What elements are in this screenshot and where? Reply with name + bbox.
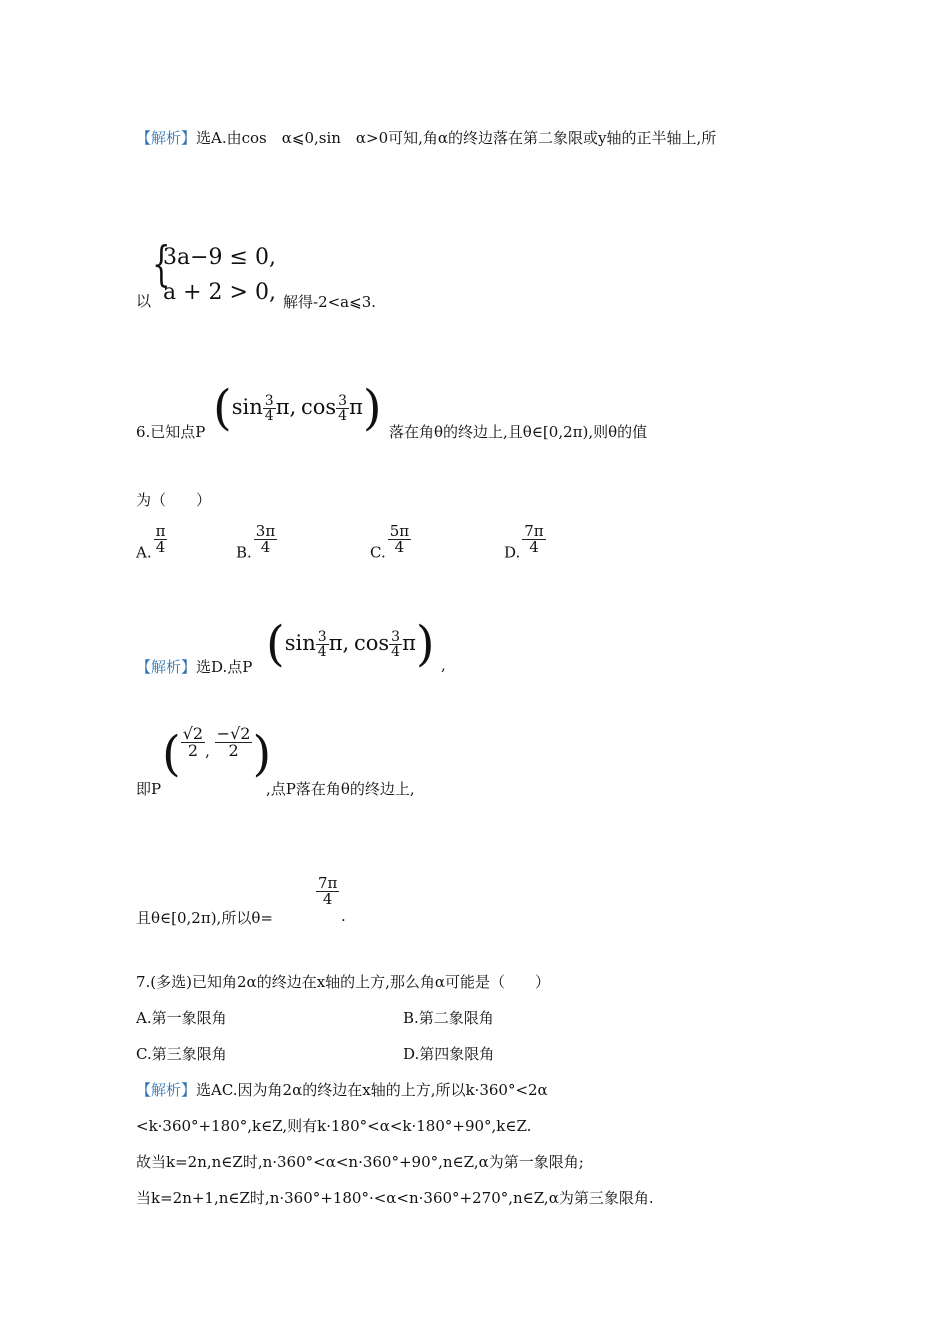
q7-analysis-line-2: <k·360°+180°,k∈Z,则有k·180°<α<k·180°+90°,k∈Z. xyxy=(136,1117,532,1135)
option-d-fraction: $\frac{7\pi}{4}$ xyxy=(524,522,544,556)
sin-label: sin xyxy=(231,395,263,419)
system-prefix: 以 xyxy=(136,292,152,310)
analysis-tag: 【解析】 xyxy=(136,658,197,676)
q6-point-expression xyxy=(213,380,382,436)
q7-stem: 7.(多选)已知角2α的终边在x轴的上方,那么角α可能是（ ） xyxy=(136,973,551,991)
q7-option-a: A.第一象限角 xyxy=(136,1009,227,1027)
option-d: D. $\frac{7\pi}{4}$ xyxy=(504,522,544,562)
q6-suffix: 落在角θ的终边上,且θ∈[0,2π),则θ的值 xyxy=(389,423,648,441)
fraction-3-4: $\frac{3}{4}$ xyxy=(338,393,348,424)
final-answer-prefix: 且θ∈[0,2π),所以θ= xyxy=(136,909,273,927)
option-b-fraction: $\frac{3\pi}{4}$ xyxy=(255,522,276,556)
final-fraction: $\frac{7\pi}{4}$ xyxy=(318,874,338,908)
analysis-text: 选A.由cos α⩽0,sin α>0可知,角α的终边落在第二象限或y轴的正半轴上,所 xyxy=(196,129,717,147)
q6-analysis-comma: , xyxy=(441,656,446,674)
q7-option-c: C.第三象限角 xyxy=(136,1045,227,1063)
cos-label: cos xyxy=(300,395,337,419)
left-paren: ( xyxy=(162,726,181,782)
option-a-fraction: $\frac{\pi}{4}$ xyxy=(155,522,166,556)
analysis-text: 选AC.因为角2α的终边在x轴的上方,所以k·360°<2α xyxy=(196,1081,548,1099)
inequality-row-2: a + 2 > 0, xyxy=(163,280,276,305)
pi-symbol: π xyxy=(349,395,363,419)
left-paren: ( xyxy=(266,616,285,672)
pi-symbol: π xyxy=(275,395,290,419)
right-paren: ) xyxy=(252,726,272,782)
analysis-line-1 xyxy=(136,127,716,148)
left-brace: { xyxy=(152,236,171,292)
right-paren: ) xyxy=(415,616,435,672)
comma: , xyxy=(289,395,297,419)
fraction-neg-sqrt2-over-2: $\frac{-√2}{2}$ xyxy=(216,724,251,760)
option-c-fraction: $\frac{5\pi}{4}$ xyxy=(389,522,410,556)
q7-analysis-line-1 xyxy=(136,1079,548,1100)
sqrt-point: ( $\frac{√2}{2}$ , $\frac{-√2}{2}$ ) xyxy=(162,724,272,782)
fraction-3-4: $\frac{3}{4}$ xyxy=(264,393,274,424)
q7-analysis-line-3: 故当k=2n,n∈Z时,n·360°<α<n·360°+90°,n∈Z,α为第一象限角; xyxy=(136,1153,584,1171)
ji-prefix: 即P xyxy=(136,780,162,798)
q7-analysis-line-4: 当k=2n+1,n∈Z时,n·360°+180°·<α<n·360°+270°,n∈Z,α为第三象限角. xyxy=(136,1189,654,1207)
system-solution: 解得-2<a⩽3. xyxy=(283,293,377,311)
analysis-tag: 【解析】 xyxy=(136,129,197,147)
q6-analysis-point: (sin $\frac{3}{4}$ π, cos $\frac{3}{4}$ π) xyxy=(266,616,435,672)
analysis-tag: 【解析】 xyxy=(136,1081,197,1099)
final-period: . xyxy=(341,907,346,925)
q6-line-2: 为（ ） xyxy=(136,491,212,509)
option-b: B. $\frac{3\pi}{4}$ xyxy=(236,522,276,562)
q7-option-d: D.第四象限角 xyxy=(403,1045,495,1063)
inequality-row-1: 3a−9 ≤ 0, xyxy=(163,245,276,270)
q7-option-b: B.第二象限角 xyxy=(403,1009,494,1027)
right-paren: ) xyxy=(362,380,382,436)
option-c: C. $\frac{5\pi}{4}$ xyxy=(370,522,410,562)
q6-prefix: 6.已知点P xyxy=(136,423,206,441)
left-paren: ( xyxy=(213,380,232,436)
analysis-prefix: 选D.点P xyxy=(196,658,253,676)
fraction-sqrt2-over-2: $\frac{√2}{2}$ xyxy=(182,724,204,760)
ji-suffix: ,点P落在角θ的终边上, xyxy=(266,780,415,798)
q6-analysis-line-1 xyxy=(136,656,252,677)
option-a: A. $\frac{\pi}{4}$ xyxy=(136,522,166,562)
